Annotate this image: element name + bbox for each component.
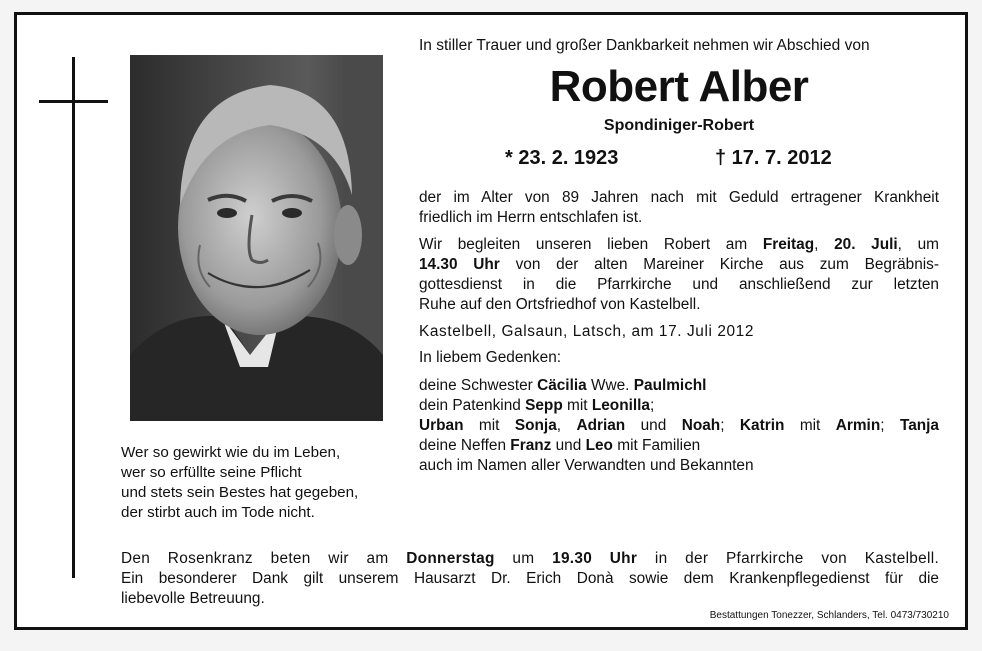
- poem-line: Wer so gewirkt wie du im Leben,: [121, 444, 341, 461]
- paragraph-line: 14.30 Uhr von der alten Mareiner Kirche aus zum Begräbnis-: [419, 256, 940, 273]
- latin-cross-icon-bar: [39, 100, 108, 103]
- rosary-line: Den Rosenkranz beten wir am Donnerstag um 19.30 Uhr in der Pfarrkirche von Kastelbell.: [121, 550, 940, 567]
- obituary-card: [14, 12, 968, 630]
- thanks-line: Ein besonderer Dank gilt unserem Hausarzt Dr. Erich Donà sowie dem Krankenpflegedienst für die: [121, 570, 939, 587]
- mourners-list: [419, 348, 939, 476]
- poem-line: und stets sein Bestes hat gegeben,: [121, 484, 359, 501]
- nickname: Spondiniger-Robert: [603, 117, 755, 134]
- death-date: † 17. 7. 2012: [715, 147, 832, 169]
- mourners-line: deine Schwester Cäcilia Wwe. Paulmichl: [419, 377, 707, 394]
- mourners-line: dein Patenkind Sepp mit Leonilla;: [419, 397, 655, 414]
- life-dates: [419, 147, 939, 175]
- mourners-line: deine Neffen Franz und Leo mit Familien: [419, 437, 701, 454]
- funeral-paragraph: [419, 235, 939, 315]
- birth-date: * 23. 2. 1923: [505, 147, 619, 169]
- death-notice-paragraph: [419, 188, 939, 228]
- intro-line: In stiller Trauer und großer Dankbarkeit nehmen wir Abschied von: [419, 37, 870, 54]
- paragraph-line: Ruhe auf den Ortsfriedhof von Kastelbell.: [419, 296, 701, 313]
- poem-line: wer so erfüllte seine Pflicht: [121, 464, 302, 481]
- latin-cross-icon: [72, 57, 75, 578]
- thanks-line: liebevolle Betreuung.: [121, 590, 265, 607]
- place-and-date: Kastelbell, Galsaun, Latsch, am 17. Juli 2012: [419, 323, 754, 340]
- paragraph-line: friedlich im Herrn entschlafen ist.: [419, 209, 643, 226]
- portrait-photo: [130, 55, 383, 421]
- poem-line: der stirbt auch im Tode nicht.: [121, 504, 315, 521]
- poem: [121, 443, 391, 523]
- rosary-note: [121, 549, 939, 609]
- mourners-line: auch im Namen aller Verwandten und Bekannten: [419, 457, 754, 474]
- funeral-home-credit: Bestattungen Tonezzer, Schlanders, Tel. 0473/730210: [709, 610, 949, 621]
- deceased-name: Robert Alber: [549, 62, 809, 111]
- paragraph-line: Wir begleiten unseren lieben Robert am Freitag, 20. Juli, um: [419, 236, 939, 253]
- paragraph-line: gottesdienst in die Pfarrkirche und anschließend zur letzten: [419, 276, 939, 293]
- mourners-line: Urban mit Sonja, Adrian und Noah; Katrin mit Armin; Tanja: [419, 417, 939, 434]
- mourners-heading: In liebem Gedenken:: [419, 349, 562, 366]
- main-text: [419, 37, 939, 476]
- paragraph-line: der im Alter von 89 Jahren nach mit Geduld ertragener Krankheit: [419, 189, 939, 206]
